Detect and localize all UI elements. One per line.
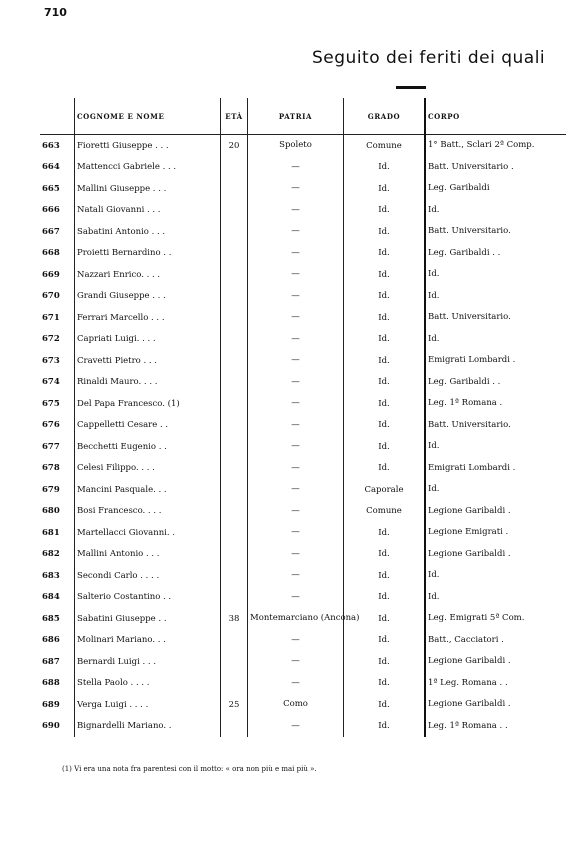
row-grado: Id. [344, 544, 426, 566]
row-grado: Id. [344, 458, 426, 480]
row-name: Becchetti Eugenio . . [75, 436, 221, 458]
row-age [221, 651, 248, 673]
row-grado: Id. [344, 372, 426, 394]
header-rule-mark [396, 86, 426, 89]
row-number: 667 [42, 226, 60, 237]
row-name: Stella Paolo . . . . [75, 673, 221, 695]
table-row [40, 307, 566, 329]
table-row [40, 243, 566, 265]
row-name: Nazzari Enrico. . . . [75, 264, 221, 286]
row-name: Ferrari Marcello . . . [75, 307, 221, 329]
row-patria: — [248, 479, 344, 501]
row-name: Secondi Carlo . . . . [75, 565, 221, 587]
row-corpo: 1° Batt., Sclari 2ª Comp. [425, 135, 566, 157]
row-number: 690 [42, 721, 60, 732]
row-age [221, 350, 248, 372]
row-age [221, 393, 248, 415]
table-row [40, 329, 566, 351]
row-grado: Id. [344, 651, 426, 673]
table-row [40, 393, 566, 415]
row-age [221, 458, 248, 480]
row-grado: Id. [344, 329, 426, 351]
row-age [221, 587, 248, 609]
row-name: Celesi Filippo. . . . [75, 458, 221, 480]
table-row [40, 415, 566, 437]
row-corpo: Batt. Universitario. [425, 221, 566, 243]
row-corpo: Id. [425, 200, 566, 222]
row-name: Bignardelli Mariano. . [75, 716, 221, 738]
row-age [221, 415, 248, 437]
table-row [40, 286, 566, 308]
row-number: 666 [42, 205, 60, 216]
table-row [40, 264, 566, 286]
row-age [221, 501, 248, 523]
table-row [40, 178, 566, 200]
row-corpo: Id. [425, 264, 566, 286]
row-corpo: Leg. Emigrati 5ª Com. [425, 608, 566, 630]
row-grado: Id. [344, 221, 426, 243]
row-patria: — [248, 178, 344, 200]
row-age: 20 [221, 135, 248, 157]
row-number: 687 [42, 656, 60, 667]
row-patria: — [248, 415, 344, 437]
row-grado: Id. [344, 200, 426, 222]
row-patria: — [248, 673, 344, 695]
row-number: 674 [42, 377, 60, 388]
header-name: COGNOME E NOME [75, 98, 221, 135]
row-age [221, 286, 248, 308]
row-corpo: Id. [425, 286, 566, 308]
row-number: 681 [42, 527, 60, 538]
row-corpo: Legione Garibaldi . [425, 694, 566, 716]
row-number: 688 [42, 678, 60, 689]
row-corpo: Id. [425, 587, 566, 609]
row-age [221, 479, 248, 501]
row-grado: Id. [344, 565, 426, 587]
row-age [221, 544, 248, 566]
row-patria: — [248, 372, 344, 394]
row-grado: Id. [344, 673, 426, 695]
row-patria: — [248, 200, 344, 222]
row-corpo: Emigrati Lombardi . [425, 458, 566, 480]
row-corpo: Id. [425, 565, 566, 587]
row-name: Martellacci Giovanni. . [75, 522, 221, 544]
table-row [40, 221, 566, 243]
row-name: Sabatini Giuseppe . . [75, 608, 221, 630]
row-name: Bosi Francesco. . . . [75, 501, 221, 523]
row-patria: — [248, 243, 344, 265]
row-grado: Id. [344, 243, 426, 265]
row-number: 689 [42, 699, 60, 710]
row-name: Cappelletti Cesare . . [75, 415, 221, 437]
row-patria: Como [248, 694, 344, 716]
row-number: 663 [42, 140, 60, 151]
row-patria: — [248, 716, 344, 738]
row-name: Natali Giovanni . . . [75, 200, 221, 222]
header-grado: GRADO [344, 98, 426, 135]
row-age [221, 565, 248, 587]
row-grado: Id. [344, 522, 426, 544]
row-corpo: Batt., Cacciatori . [425, 630, 566, 652]
row-number: 671 [42, 312, 60, 323]
row-patria: — [248, 350, 344, 372]
row-number: 677 [42, 441, 60, 452]
row-age [221, 630, 248, 652]
row-patria: — [248, 501, 344, 523]
row-age [221, 329, 248, 351]
wounded-registry-table [40, 98, 566, 737]
row-corpo: Batt. Universitario . [425, 157, 566, 179]
table-row [40, 522, 566, 544]
row-grado: Comune [344, 501, 426, 523]
row-name: Del Papa Francesco. (1) [75, 393, 221, 415]
row-corpo: Legione Garibaldi . [425, 501, 566, 523]
row-number: 683 [42, 570, 60, 581]
row-age [221, 716, 248, 738]
row-corpo: Legione Garibaldi . [425, 651, 566, 673]
row-name: Capriati Luigi. . . . [75, 329, 221, 351]
row-name: Sabatini Antonio . . . [75, 221, 221, 243]
table-row [40, 200, 566, 222]
table-row [40, 716, 566, 738]
row-name: Fioretti Giuseppe . . . [75, 135, 221, 157]
row-number: 679 [42, 484, 60, 495]
row-age [221, 436, 248, 458]
table-row [40, 479, 566, 501]
table-row [40, 694, 566, 716]
row-name: Grandi Giuseppe . . . [75, 286, 221, 308]
row-number: 680 [42, 506, 60, 517]
row-age: 38 [221, 608, 248, 630]
row-name: Mallini Antonio . . . [75, 544, 221, 566]
table-row [40, 651, 566, 673]
row-grado: Id. [344, 178, 426, 200]
row-patria: — [248, 329, 344, 351]
row-age [221, 372, 248, 394]
table-row [40, 630, 566, 652]
page-title: Seguito dei feriti dei quali [312, 48, 546, 68]
table-row [40, 544, 566, 566]
table-row [40, 157, 566, 179]
footnote: (1) Vi era una nota fra parentesi con il motto: « ora non più e mai più ». [62, 765, 317, 773]
row-corpo: Leg. Garibaldi . . [425, 243, 566, 265]
table-row [40, 587, 566, 609]
row-corpo: Legione Garibaldi . [425, 544, 566, 566]
row-name: Proietti Bernardino . . [75, 243, 221, 265]
header-patria: PATRIA [248, 98, 344, 135]
row-grado: Id. [344, 694, 426, 716]
row-name: Bernardi Luigi . . . [75, 651, 221, 673]
row-patria: — [248, 436, 344, 458]
row-name: Verga Luigi . . . . [75, 694, 221, 716]
row-patria: Montemarciano (Ancona) [248, 608, 344, 630]
table-header-row [40, 98, 566, 135]
row-corpo: Legione Emigrati . [425, 522, 566, 544]
row-age [221, 307, 248, 329]
row-patria: — [248, 307, 344, 329]
row-name: Mattencci Gabriele . . . [75, 157, 221, 179]
row-number: 665 [42, 183, 60, 194]
row-patria: — [248, 264, 344, 286]
row-grado: Id. [344, 393, 426, 415]
row-age [221, 243, 248, 265]
row-patria: — [248, 544, 344, 566]
row-grado: Caporale [344, 479, 426, 501]
row-name: Salterio Costantino . . [75, 587, 221, 609]
row-patria: — [248, 286, 344, 308]
table-row [40, 608, 566, 630]
row-age [221, 178, 248, 200]
row-grado: Id. [344, 436, 426, 458]
row-corpo: Id. [425, 329, 566, 351]
row-grado: Id. [344, 630, 426, 652]
row-age [221, 221, 248, 243]
row-corpo: 1ª Leg. Romana . . [425, 673, 566, 695]
header-number [40, 98, 75, 135]
row-grado: Id. [344, 264, 426, 286]
row-corpo: Batt. Universitario. [425, 415, 566, 437]
row-number: 678 [42, 463, 60, 474]
row-number: 686 [42, 635, 60, 646]
row-name: Mancini Pasquale. . . [75, 479, 221, 501]
row-corpo: Leg. 1ª Romana . [425, 393, 566, 415]
row-corpo: Id. [425, 479, 566, 501]
row-patria: — [248, 651, 344, 673]
row-corpo: Id. [425, 436, 566, 458]
header-age: ETÀ [221, 98, 248, 135]
row-corpo: Leg. Garibaldi . . [425, 372, 566, 394]
row-name: Cravetti Pietro . . . [75, 350, 221, 372]
row-number: 676 [42, 420, 60, 431]
table-row [40, 436, 566, 458]
row-grado: Id. [344, 608, 426, 630]
row-patria: — [248, 393, 344, 415]
row-number: 670 [42, 291, 60, 302]
row-age [221, 157, 248, 179]
table-row [40, 458, 566, 480]
row-patria: — [248, 522, 344, 544]
row-patria: — [248, 458, 344, 480]
row-number: 668 [42, 248, 60, 259]
header-corpo: CORPO [425, 98, 566, 135]
row-number: 675 [42, 398, 60, 409]
row-patria: — [248, 565, 344, 587]
row-age [221, 522, 248, 544]
row-number: 664 [42, 162, 60, 173]
row-grado: Id. [344, 350, 426, 372]
row-corpo: Batt. Universitario. [425, 307, 566, 329]
row-corpo: Leg. 1ª Romana . . [425, 716, 566, 738]
table-row [40, 372, 566, 394]
row-number: 684 [42, 592, 60, 603]
table-row [40, 673, 566, 695]
page-number: 710 [44, 6, 67, 19]
row-number: 682 [42, 549, 60, 560]
row-patria: Spoleto [248, 135, 344, 157]
row-patria: — [248, 221, 344, 243]
row-age: 25 [221, 694, 248, 716]
row-patria: — [248, 587, 344, 609]
row-grado: Comune [344, 135, 426, 157]
row-grado: Id. [344, 157, 426, 179]
row-number: 672 [42, 334, 60, 345]
row-age [221, 264, 248, 286]
row-grado: Id. [344, 307, 426, 329]
table-row [40, 565, 566, 587]
row-number: 673 [42, 355, 60, 366]
row-grado: Id. [344, 415, 426, 437]
table-row [40, 135, 566, 157]
row-age [221, 200, 248, 222]
row-grado: Id. [344, 587, 426, 609]
row-name: Rinaldi Mauro. . . . [75, 372, 221, 394]
row-patria: — [248, 157, 344, 179]
row-corpo: Leg. Garibaldi [425, 178, 566, 200]
row-number: 669 [42, 269, 60, 280]
row-number: 685 [42, 613, 60, 624]
table-row [40, 501, 566, 523]
row-grado: Id. [344, 286, 426, 308]
row-age [221, 673, 248, 695]
row-patria: — [248, 630, 344, 652]
row-corpo: Emigrati Lombardi . [425, 350, 566, 372]
row-grado: Id. [344, 716, 426, 738]
table-row [40, 350, 566, 372]
row-name: Molinari Mariano. . . [75, 630, 221, 652]
row-name: Mallini Giuseppe . . . [75, 178, 221, 200]
